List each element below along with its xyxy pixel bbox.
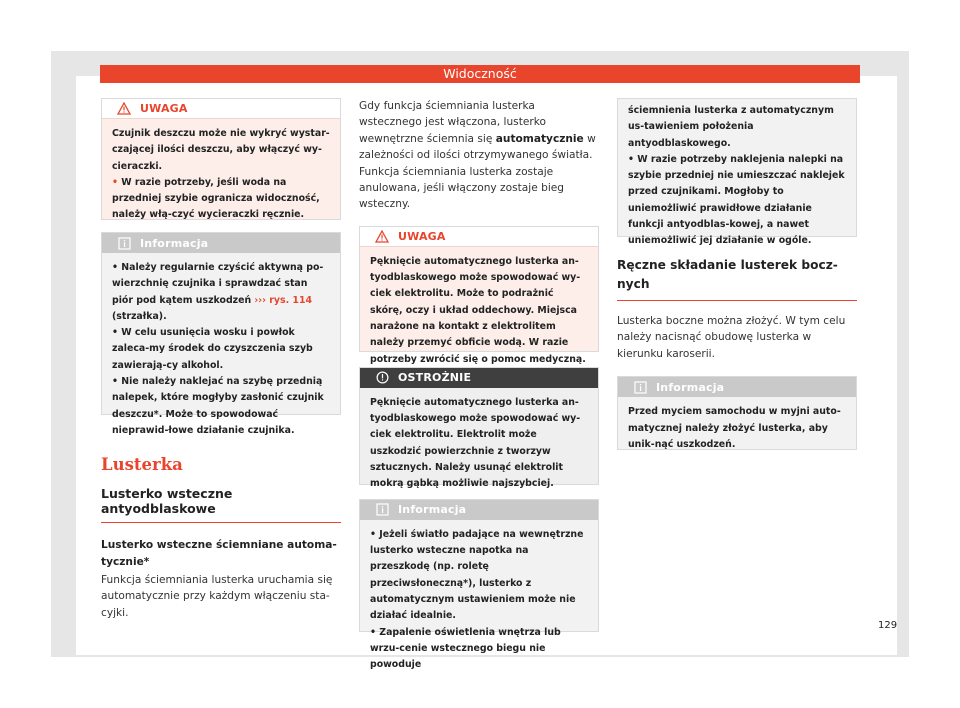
warning-box-header [360,227,598,247]
info-title: Informacja [140,236,209,250]
warning-title: UWAGA [398,229,446,243]
paragraph-end: w zależności od ilości otrzymywanego światła. Funkcja ściemniania lusterka zostaje anulowana, jeśli włączony zostaje bieg wsteczny. [359,132,596,211]
warning-title: UWAGA [140,102,188,115]
subheading: Lusterko wsteczne antyodblaskowe [101,486,341,523]
info-text: Przed myciem samochodu w myjni auto-matycznej należy złożyć lusterka, aby unik-nąć uszkodzeń. [628,406,841,450]
section-header-bar [100,65,860,83]
info-body [102,253,340,447]
column-middle [359,98,599,671]
info-icon [632,380,648,394]
info-body [618,99,856,258]
warning-body [360,247,598,376]
caution-box [359,367,599,490]
info-bullet-tail: (strzałka). [112,310,167,322]
caution-title: OSTROŻNIE [398,371,472,385]
info-bullet: • W razie potrzeby naklejenia nalepki na szybie przedniej nie umieszczać naklejek przed czujnikami. Mogłoby to uniemożliwić prawidłowe działanie funkcji antyodblas-kowej, a nawet uniemożliwić jej działanie w ogóle. [628,152,846,250]
info-bullet: • W celu usunięcia wosku i powłok zaleca-my środek do czyszczenia szyb zawierają-cy alkohol. [112,325,330,374]
info-bullet: • Nie należy naklejać na szybę przednią nalepek, które mogłyby zasłonić czujnik deszczu*. Może to spowodować nieprawid-łowe działanie czujnika. [112,374,330,439]
warning-text: Pęknięcie automatycznego lusterka an-tyodblaskowego może spowodować wy-ciek elektrolitu. Może to podrażnić skórę, oczy i układ oddechowy. Miejsca narażone na kontakt z elektrolitem należy przemyć obficie wodą. W razie potrzeby zwrócić się o pomoc medyczną. [370,255,586,365]
info-icon [374,503,390,517]
info-bullet: • Jeżeli światło padające na wewnętrzne lusterko wsteczne napotka na przeszkodę (np. roletę przeciwsłoneczną*), lusterko z automatycznym ustawieniem może nie działać idealnie. [370,527,588,625]
info-box [617,376,857,450]
paragraph [359,98,599,213]
info-continuation: ściemnienia lusterka z automatycznym us-tawieniem położenia antyodblaskowego. [628,105,834,149]
info-title: Informacja [656,380,725,394]
warning-box [101,98,341,220]
paragraph-title: Lusterko wsteczne ściemniane automa-tycznie* [101,539,337,568]
caution-circle-icon [374,371,390,385]
warning-body [102,119,340,232]
section-heading: Ręczne składanie lusterek bocz-nych [617,256,857,301]
page-number: 129 [878,620,898,631]
info-body [360,520,598,682]
paragraph: Lusterka boczne można złożyć. W tym celu należy nacisnąć obudowę lusterka w kierunku karoserii. [617,315,846,360]
info-box [359,499,599,671]
warning-bullet: • W razie potrzeby, jeśli woda na przedniej szybie ogranicza widoczność, należy włą-czyć wycieraczki ręcznie. [112,175,330,224]
paragraph-emphasis: automatycznie [495,132,584,145]
figure-reference-link[interactable]: ››› rys. 114 [254,294,312,306]
column-right [617,98,857,450]
info-box [101,232,341,436]
warning-triangle-icon [116,102,132,116]
info-bullet-text: Należy regularnie czyścić aktywną po-wierzchnię czujnika i sprawdzać stan piór pod kątem uszkodzeń [112,262,324,306]
info-box-header [360,500,598,520]
chapter-heading: Lusterka [101,455,183,474]
section-header-title: Widoczność [443,66,517,81]
info-bullet: • Zapalenie oświetlenia wnętrza lub wrzu-cenie wstecznego biegu nie powoduje [370,625,588,674]
info-icon [116,236,132,250]
caution-body [360,388,598,501]
paragraph: Funkcja ściemniania lusterka uruchamia się automatycznie przy każdym włączeniu sta-cyjki. [101,574,333,619]
caution-box-header [360,368,598,388]
warning-box-header [102,99,340,119]
warning-triangle-icon [374,229,390,243]
info-bullet [112,260,330,325]
info-title: Informacja [398,503,467,517]
info-body [618,397,856,461]
info-box-header [618,377,856,397]
warning-text: Czujnik deszczu może nie wykryć wystar-czającej ilości deszczu, aby włączyć wy-cieraczki. [112,128,330,172]
info-box-continued [617,98,857,247]
paragraph-start: Gdy funkcja ściemniania lusterka wstecznego jest włączona, lusterko wewnętrzne ściemnia się [359,100,546,145]
column-left [101,98,341,621]
caution-text: Pęknięcie automatycznego lusterka an-tyodblaskowego może spowodować wy-ciek elektrolitu. Elektrolit może uszkodzić powierzchnie z tworzyw sztucznych. Należy usunąć elektrolit mokrą gąbką możliwie najszybciej. [370,396,581,490]
info-box-header [102,233,340,253]
warning-box [359,226,599,365]
